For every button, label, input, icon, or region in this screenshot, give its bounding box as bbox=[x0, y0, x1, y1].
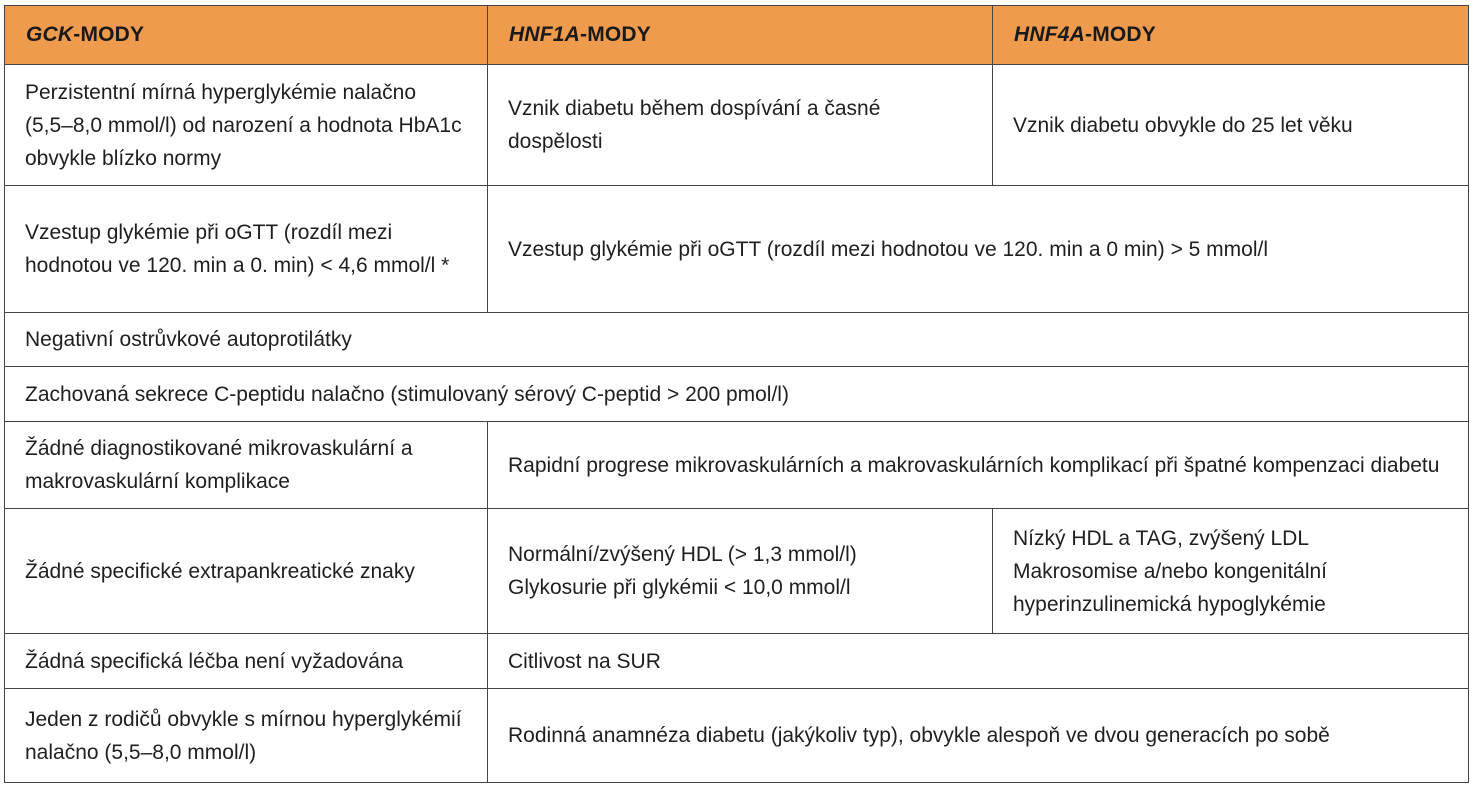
cell-hnf4a-onset: Vznik diabetu obvykle do 25 let věku bbox=[993, 65, 1469, 186]
header-gck-mody bbox=[5, 6, 488, 65]
mody-suffix: -MODY bbox=[1085, 23, 1157, 46]
cell-hnf1a-extrapancreatic bbox=[488, 509, 993, 634]
table-row bbox=[5, 367, 1469, 422]
table-row bbox=[5, 689, 1469, 783]
cell-hnf1a-onset: Vznik diabetu během dospívání a časné dospělosti bbox=[488, 65, 993, 186]
mody-suffix: -MODY bbox=[580, 23, 652, 46]
gene-name: HNF4A bbox=[1014, 23, 1086, 46]
cell-gck-extrapancreatic: Žádné specifické extrapankreatické znaky bbox=[5, 509, 488, 634]
gene-name: HNF1A bbox=[509, 23, 581, 46]
cell-line: Makrosomise a/nebo kongenitální hyperinzulinemická hypoglykémie bbox=[1013, 559, 1328, 616]
cell-line: Glykosurie při glykémii < 10,0 mmol/l bbox=[508, 576, 851, 599]
cell-line: Normální/zvýšený HDL (> 1,3 mmol/l) bbox=[508, 543, 857, 566]
mody-suffix: -MODY bbox=[73, 23, 145, 46]
mody-comparison-table bbox=[4, 5, 1469, 783]
cell-gck-onset: Perzistentní mírná hyperglykémie nalačno (5,5–8,0 mmol/l) od narození a hodnota HbA1c obvykle blízko normy bbox=[5, 65, 488, 186]
header-hnf1a-mody bbox=[488, 6, 993, 65]
cell-gck-treatment: Žádná specifická léčba není vyžadována bbox=[5, 634, 488, 689]
header-row bbox=[5, 6, 1469, 65]
cell-gck-family-history: Jeden z rodičů obvykle s mírnou hyperglykémií nalačno (5,5–8,0 mmol/l) bbox=[5, 689, 488, 783]
table-row bbox=[5, 422, 1469, 509]
header-hnf4a-mody bbox=[993, 6, 1469, 65]
table-row bbox=[5, 186, 1469, 313]
cell-hnf-family-history: Rodinná anamnéza diabetu (jakýkoliv typ), obvykle alespoň ve dvou generacích po sobě bbox=[488, 689, 1469, 783]
cell-c-peptide: Zachovaná sekrece C-peptidu nalačno (stimulovaný sérový C-peptid > 200 pmol/l) bbox=[5, 367, 1469, 422]
cell-hnf4a-extrapancreatic bbox=[993, 509, 1469, 634]
cell-autoantibodies: Negativní ostrůvkové autoprotilátky bbox=[5, 313, 1469, 367]
table-row bbox=[5, 509, 1469, 634]
cell-hnf-complications: Rapidní progrese mikrovaskulárních a makrovaskulárních komplikací při špatné kompenzaci diabetu bbox=[488, 422, 1469, 509]
cell-gck-complications: Žádné diagnostikované mikrovaskulární a makrovaskulární komplikace bbox=[5, 422, 488, 509]
table-row bbox=[5, 634, 1469, 689]
cell-line: Nízký HDL a TAG, zvýšený LDL bbox=[1013, 526, 1310, 550]
table-row bbox=[5, 313, 1469, 367]
cell-gck-ogtt: Vzestup glykémie při oGTT (rozdíl mezi hodnotou ve 120. min a 0. min) < 4,6 mmol/l * bbox=[5, 186, 488, 313]
cell-hnf-ogtt: Vzestup glykémie při oGTT (rozdíl mezi hodnotou ve 120. min a 0 min) > 5 mmol/l bbox=[488, 186, 1469, 313]
table-row bbox=[5, 65, 1469, 186]
cell-hnf-treatment: Citlivost na SUR bbox=[488, 634, 1469, 689]
gene-name: GCK bbox=[26, 23, 74, 46]
